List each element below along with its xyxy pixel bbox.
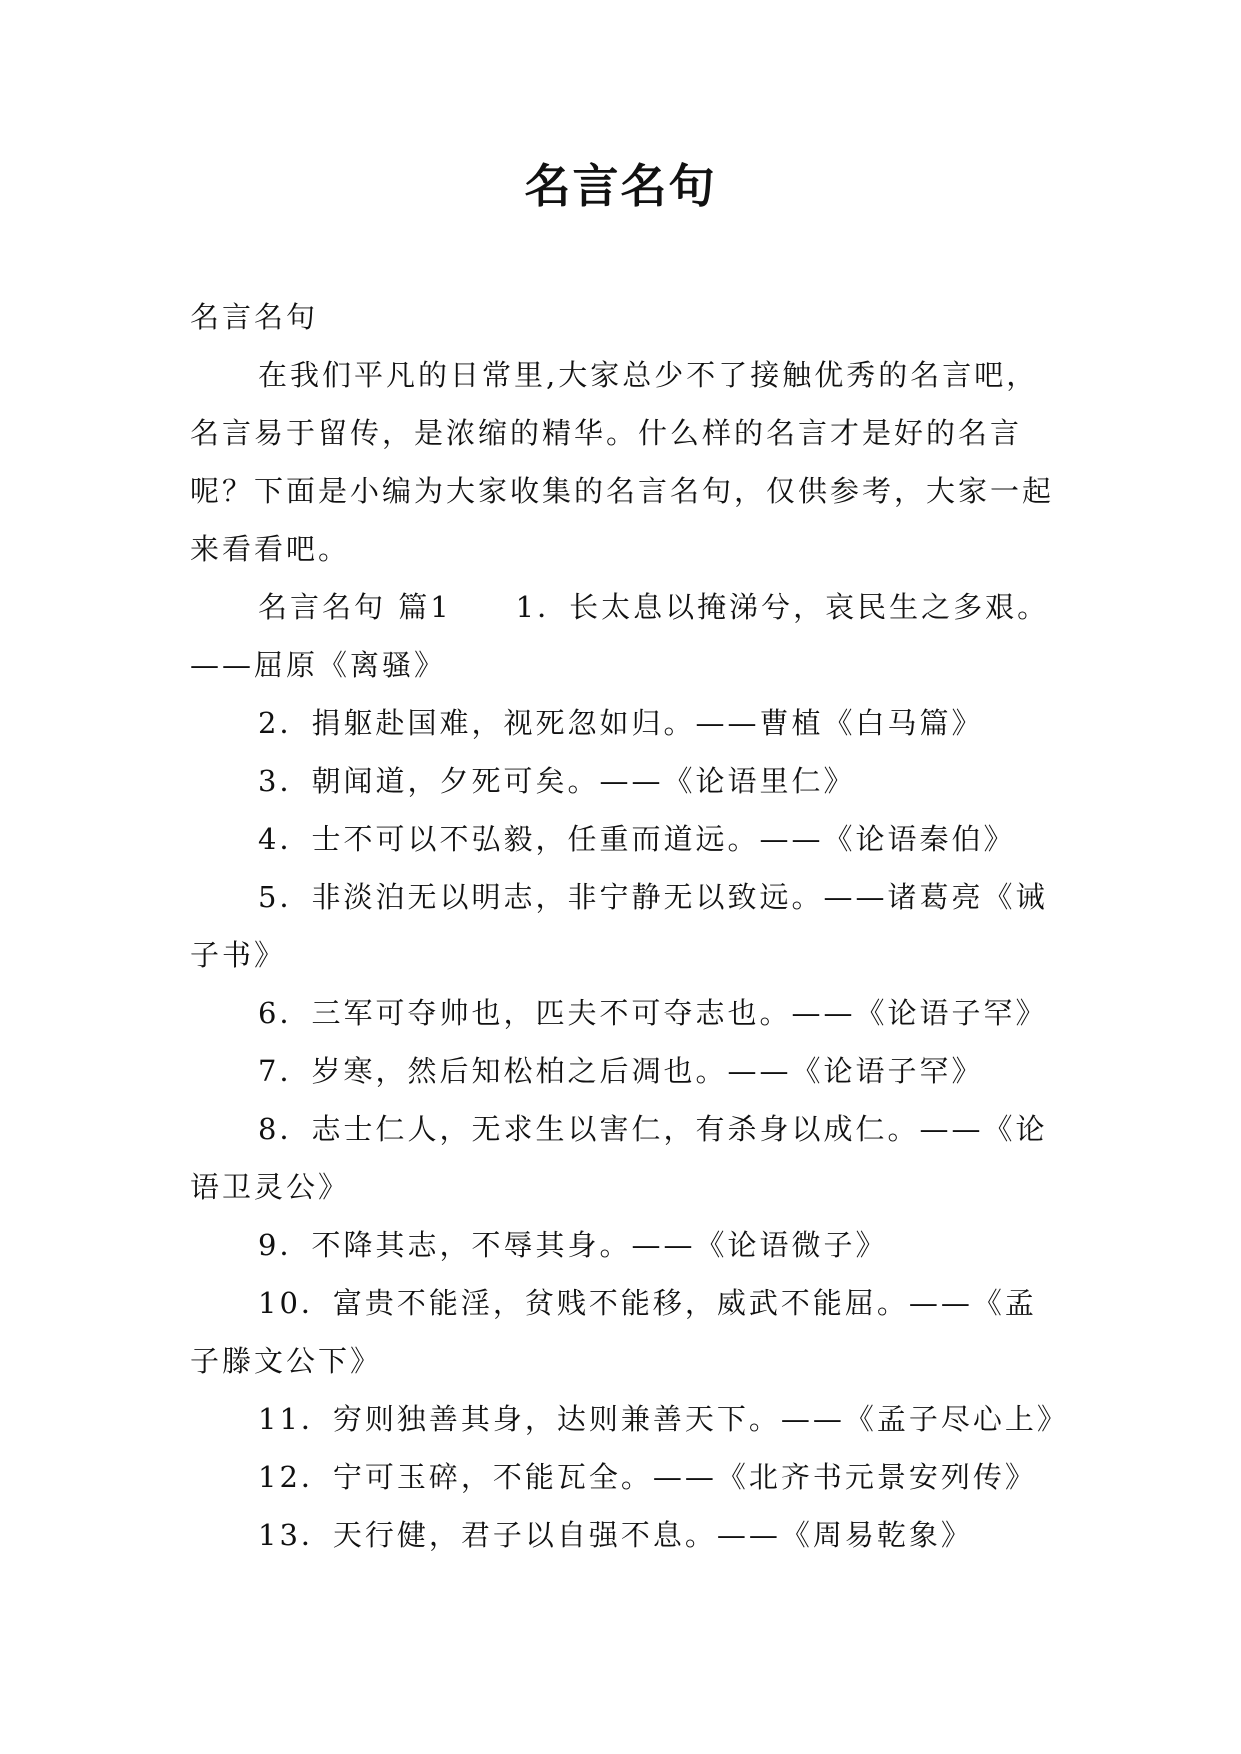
quote-item: 名言名句 篇1 1．长太息以掩涕兮，哀民生之多艰。——屈原《离骚》 [190,590,1050,682]
quote-item: 8．志士仁人，无求生以害仁，有杀身以成仁。——《论语卫灵公》 [190,1112,1048,1204]
quote-item: 5．非淡泊无以明志，非宁静无以致远。——诸葛亮《诫子书》 [190,880,1048,972]
quote-item: 4．士不可以不弘毅，任重而道远。——《论语秦伯》 [258,822,1016,856]
quote-item: 9．不降其志，不辱其身。——《论语微子》 [258,1228,888,1262]
quote-item: 2．捐躯赴国难，视死忽如归。——曹植《白马篇》 [258,706,984,740]
document-title: 名言名句 [524,159,717,213]
quote-item: 10．富贵不能淫，贫贱不能移，威武不能屈。——《孟子滕文公下》 [190,1286,1037,1378]
quote-item: 3．朝闻道，夕死可矣。——《论语里仁》 [258,764,856,798]
quote-item: 12．宁可玉碎，不能瓦全。——《北齐书元景安列传》 [258,1460,1037,1494]
section-heading: 名言名句 [190,300,319,334]
intro-paragraph: 在我们平凡的日常里,大家总少不了接触优秀的名言吧，名言易于留传，是浓缩的精华。什么样的名言才是好的名言呢？下面是小编为大家收集的名言名句，仅供参考，大家一起来看看吧。 [190,358,1055,566]
document-body [190,288,1069,1564]
quote-item: 7．岁寒，然后知松柏之后凋也。——《论语子罕》 [258,1054,984,1088]
quote-item: 13．天行健，君子以自强不息。——《周易乾象》 [258,1518,973,1552]
quote-item: 11．穷则独善其身，达则兼善天下。——《孟子尽心上》 [258,1402,1069,1436]
quote-item: 6．三军可夺帅也，匹夫不可夺志也。——《论语子罕》 [258,996,1048,1030]
